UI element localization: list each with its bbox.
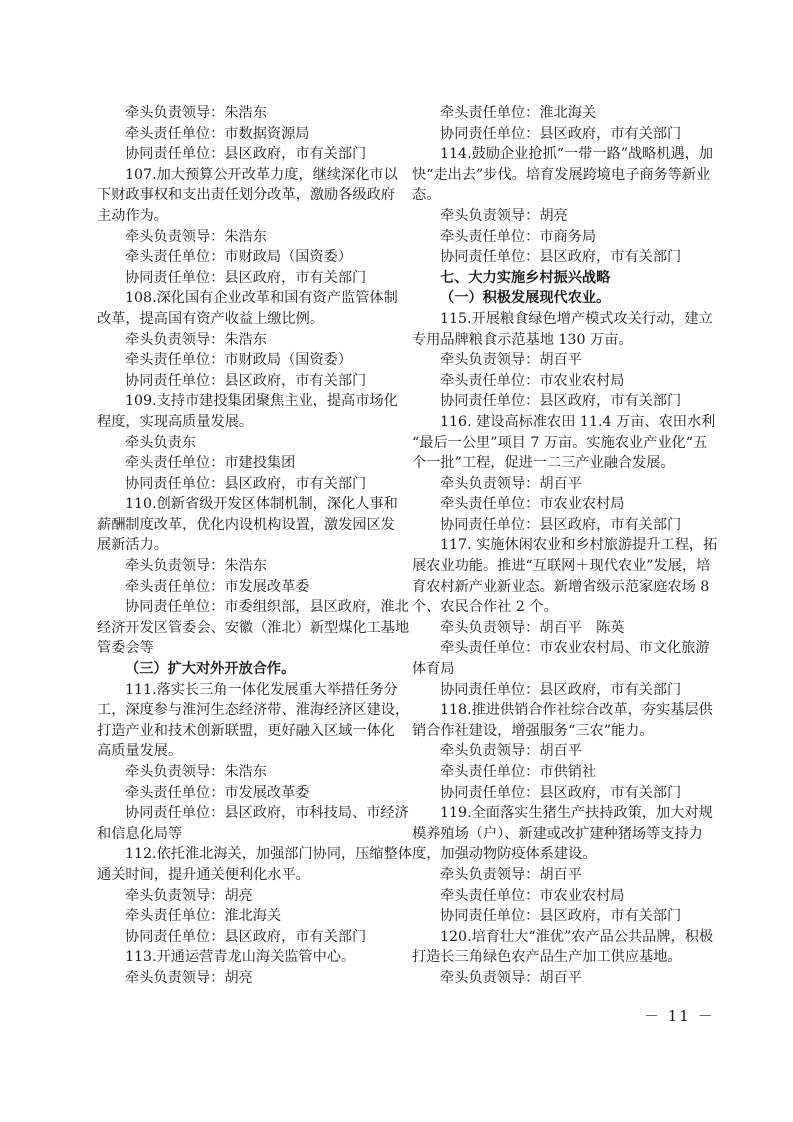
text-line: 协同责任单位：县区政府，市有关部门 bbox=[125, 372, 367, 389]
text-line: 协同责任单位：县区政府，市有关部门 bbox=[440, 908, 682, 925]
text-line: 销合作社建设，增强服务“三农”能力。 bbox=[412, 722, 654, 739]
section-heading: （一）积极发展现代农业。 bbox=[440, 290, 611, 307]
text-line: 108.深化国有企业改革和国有资产监管体制 bbox=[125, 290, 398, 307]
text-line: 展新活力。 bbox=[97, 537, 168, 554]
text-line: 111.落实长三角一体化发展重大举措任务分 bbox=[125, 681, 398, 698]
text-line: 牵头负责领导：胡百平 bbox=[440, 969, 582, 986]
left-column bbox=[97, 103, 412, 989]
text-line: 牵头负责领导：胡百平 bbox=[440, 743, 582, 760]
text-line: 牵头负责领导：胡亮 bbox=[440, 207, 568, 224]
text-line: 117. 实施休闲农业和乡村旅游提升工程，拓 bbox=[440, 537, 718, 554]
text-line: 109.支持市建投集团聚焦主业，提高市场化 bbox=[125, 393, 398, 410]
text-line: 110.创新省级开发区体制机制，深化人事和 bbox=[125, 496, 398, 513]
text-line: 打造产业和技术创新联盟，更好融入区域一体化 bbox=[97, 722, 395, 739]
text-line: 牵头责任单位：淮北海关 bbox=[125, 908, 282, 925]
text-line: 协同责任单位：县区政府，市有关部门 bbox=[440, 784, 682, 801]
text-line: 牵头负责领导：朱浩东 bbox=[125, 764, 267, 780]
text-line: 牵头责任单位：市建投集团 bbox=[125, 455, 296, 472]
text-line: 牵头责任单位：市数据资源局 bbox=[125, 125, 310, 142]
text-line: 度，加强动物防疫体系建设。 bbox=[412, 846, 597, 863]
text-line: 114.鼓励企业抢抓“一带一路”战略机遇，加 bbox=[440, 146, 714, 163]
text-line: 程度，实现高质量发展。 bbox=[97, 413, 254, 430]
text-line: 牵头责任单位：市农业农村局 bbox=[440, 372, 625, 389]
text-line: 牵头负责领导：胡百平 陈英 bbox=[440, 619, 625, 636]
text-line: 112.依托淮北海关，加强部门协同，压缩整体 bbox=[125, 846, 412, 863]
text-line: 协同责任单位：县区政府，市有关部门 bbox=[125, 928, 367, 945]
text-line: 牵头负责领导：胡亮 bbox=[125, 969, 253, 986]
text-line: 经济开发区管委会、安徽（淮北）新型煤化工基地 bbox=[97, 619, 410, 636]
text-line: 牵头责任单位：市农业农村局 bbox=[440, 496, 625, 513]
text-line: 113.开通运营青龙山海关监管中心。 bbox=[125, 949, 356, 966]
right-column bbox=[412, 103, 718, 989]
text-line: 态。 bbox=[412, 187, 441, 204]
text-line: 牵头负责东 bbox=[125, 434, 196, 451]
text-line: 牵头责任单位：市供销社 bbox=[440, 764, 597, 780]
text-line: 牵头负责领导：朱浩东 bbox=[125, 558, 267, 575]
text-line: 牵头负责领导：胡百平 bbox=[440, 866, 582, 883]
text-line: 工，深度参与淮河生态经济带、淮海经济区建设， bbox=[97, 702, 410, 719]
text-line: 116. 建设高标准农田 11.4 万亩、农田水利 bbox=[440, 413, 716, 430]
text-line: 和信息化局等 bbox=[97, 825, 183, 842]
text-line: 牵头负责领导：朱浩东 bbox=[125, 228, 267, 245]
text-line: 118.推进供销合作社综合改革，夯实基层供 bbox=[440, 702, 713, 719]
text-line: 改革，提高国有资产收益上缴比例。 bbox=[97, 310, 325, 327]
text-line: 通关时间，提升通关便利化水平。 bbox=[97, 866, 310, 883]
text-line: 个一批”工程，促进一二三产业融合发展。 bbox=[412, 455, 675, 472]
text-line: 协同责任单位：县区政府，市有关部门 bbox=[125, 475, 367, 492]
text-line: 115.开展粮食绿色增产模式攻关行动，建立 bbox=[440, 310, 713, 327]
text-line: 高质量发展。 bbox=[97, 743, 183, 760]
text-line: 牵头责任单位：淮北海关 bbox=[440, 105, 597, 121]
section-heading: 七、大力实施乡村振兴战略 bbox=[440, 269, 611, 286]
page-number: － 11 － bbox=[644, 1007, 715, 1025]
text-line: 协同责任单位：县区政府，市科技局、市经济 bbox=[125, 805, 409, 822]
text-line: 管委会等 bbox=[97, 640, 154, 657]
text-line: 119.全面落实生猪生产扶持政策，加大对规 bbox=[440, 805, 713, 822]
text-line: 协同责任单位：县区政府，市有关部门 bbox=[440, 125, 682, 142]
section-heading: （三）扩大对外开放合作。 bbox=[125, 661, 296, 678]
text-line: 120.培育壮大“淮优”农产品公共品牌，积极 bbox=[440, 928, 714, 945]
text-line: “最后一公里”项目 7 万亩。实施农业产业化“五 bbox=[412, 434, 708, 451]
text-line: 牵头责任单位：市商务局 bbox=[440, 228, 597, 245]
text-line: 牵头责任单位：市农业农村局、市文化旅游 bbox=[440, 640, 710, 657]
text-line: 体育局 bbox=[412, 661, 455, 678]
text-line: 协同责任单位：县区政府，市有关部门 bbox=[440, 393, 682, 410]
text-line: 协同责任单位：县区政府，市有关部门 bbox=[440, 516, 682, 533]
text-line: 模养殖场（户）、新建或改扩建种猪场等支持力 bbox=[412, 825, 703, 842]
text-line: 牵头负责领导：朱浩东 bbox=[125, 331, 267, 348]
text-line: 牵头责任单位：市财政局（国资委） bbox=[125, 352, 353, 369]
text-line: 107.加大预算公开改革力度，继续深化市以 bbox=[125, 166, 398, 183]
text-line: 协同责任单位：县区政府，市有关部门 bbox=[440, 681, 682, 698]
text-line: 协同责任单位：县区政府，市有关部门 bbox=[125, 269, 367, 286]
text-line: 牵头责任单位：市发展改革委 bbox=[125, 784, 310, 801]
text-line: 主动作为。 bbox=[97, 207, 168, 224]
text-line: 育农村新产业新业态。新增省级示范家庭农场 8 bbox=[412, 578, 710, 595]
text-line: 个、农民合作社 2 个。 bbox=[412, 599, 558, 616]
text-line: 快“走出去”步伐。培育发展跨境电子商务等新业 bbox=[412, 166, 711, 183]
text-line: 协同责任单位：市委组织部，县区政府，淮北 bbox=[125, 599, 409, 616]
text-line: 薪酬制度改革，优化内设机构设置，激发园区发 bbox=[97, 516, 395, 533]
text-line: 牵头负责领导：胡百平 bbox=[440, 352, 582, 369]
text-line: 牵头负责领导：胡百平 bbox=[440, 475, 582, 492]
text-line: 牵头责任单位：市农业农村局 bbox=[440, 887, 625, 904]
text-line: 牵头责任单位：市财政局（国资委） bbox=[125, 249, 353, 266]
text-line: 专用品牌粮食示范基地 130 万亩。 bbox=[412, 331, 633, 348]
text-line: 牵头负责领导：朱浩东 bbox=[125, 105, 267, 121]
text-line: 协同责任单位：县区政府，市有关部门 bbox=[125, 146, 367, 163]
text-line: 下财政事权和支出责任划分改革，激励各级政府 bbox=[97, 187, 395, 204]
text-line: 展农业功能。推进“互联网＋现代农业”发展，培 bbox=[412, 558, 711, 575]
text-line: 牵头责任单位：市发展改革委 bbox=[125, 578, 310, 595]
text-line: 牵头负责领导：胡亮 bbox=[125, 887, 253, 904]
text-line: 协同责任单位：县区政府，市有关部门 bbox=[440, 249, 682, 266]
text-line: 打造长三角绿色农产品生产加工供应基地。 bbox=[412, 949, 682, 966]
